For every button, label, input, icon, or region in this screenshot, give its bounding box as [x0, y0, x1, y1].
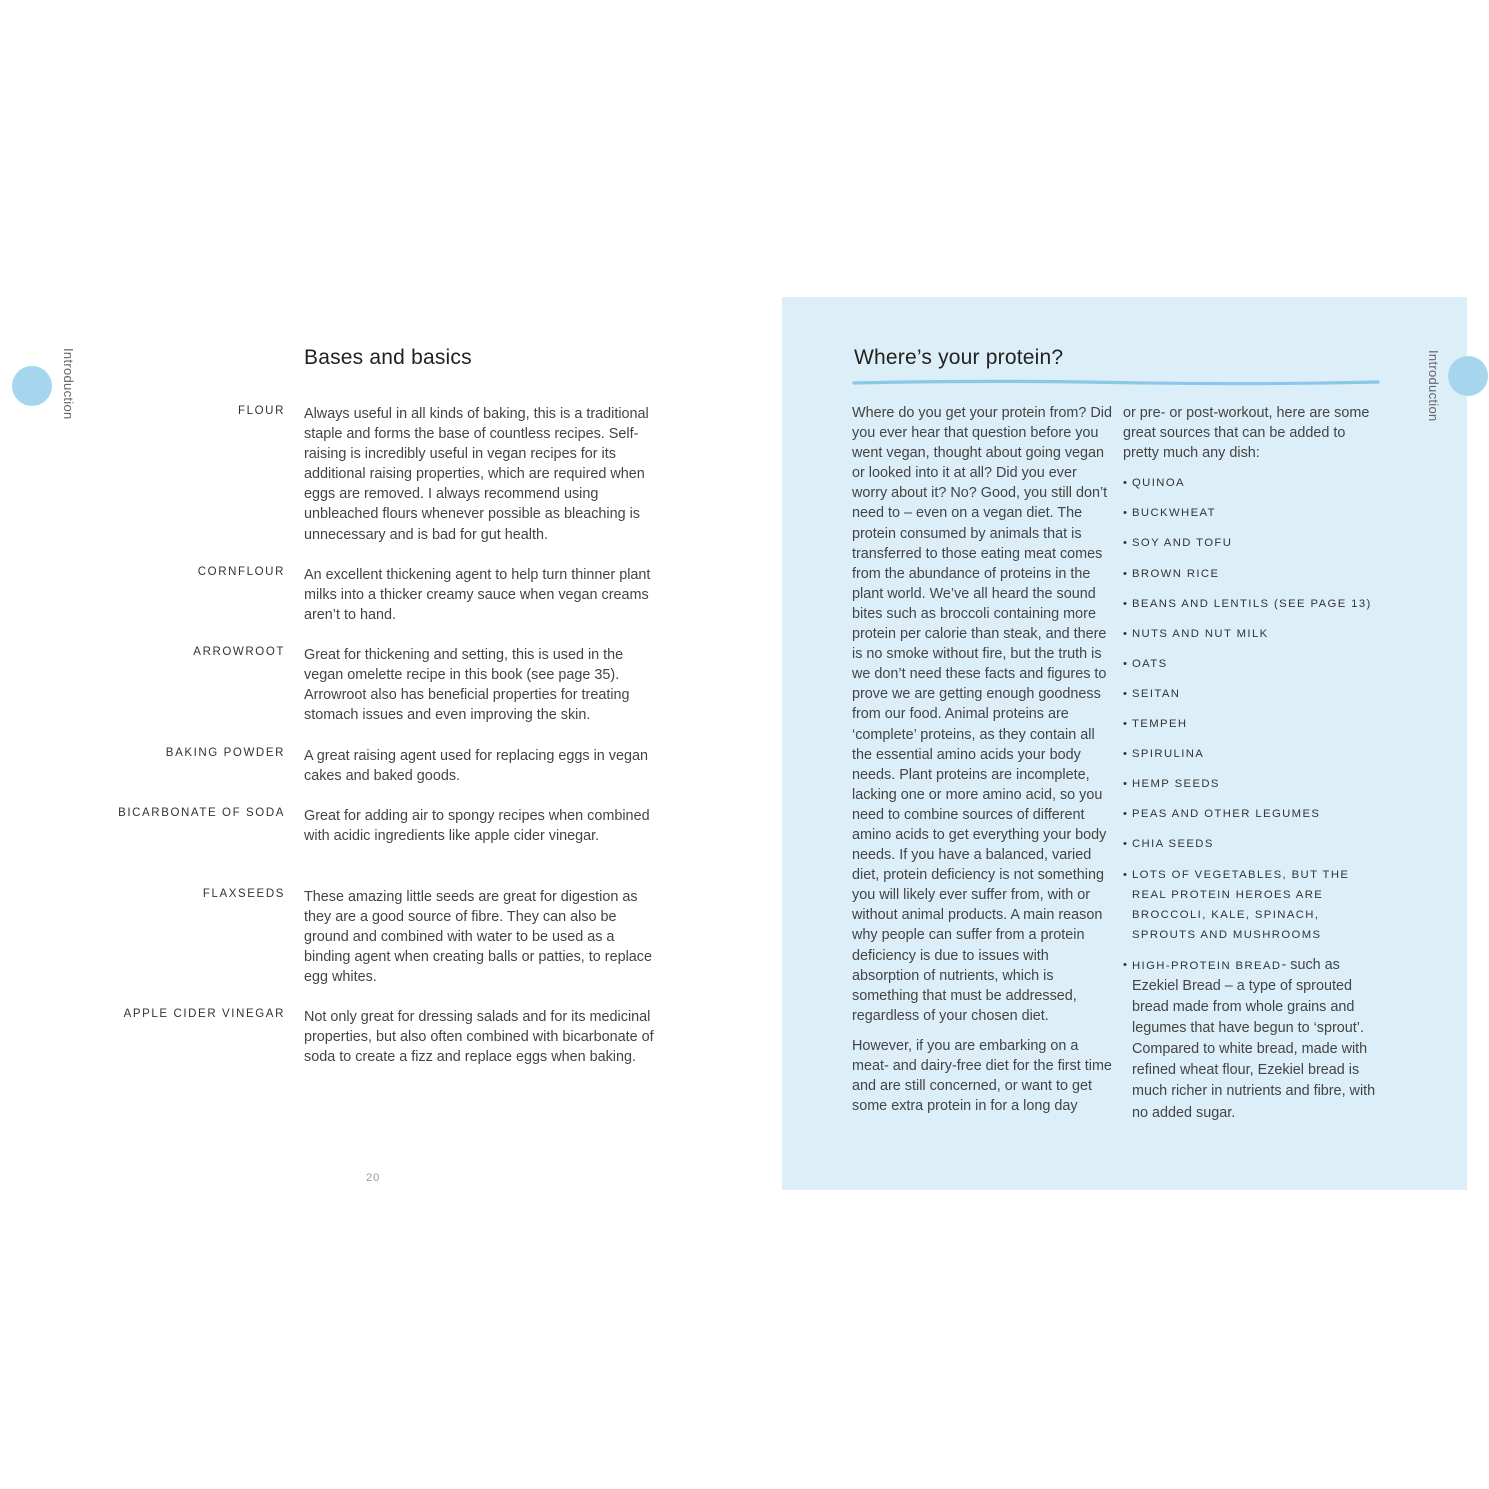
list-item: • PEAS AND OTHER LEGUMES	[1123, 804, 1385, 824]
list-item: • QUINOA	[1123, 473, 1385, 493]
left-page-title: Bases and basics	[304, 346, 472, 369]
glossary-term: FLAXSEEDS	[202, 888, 285, 900]
glossary-definition: Great for thickening and setting, this is used in the vegan omelette recipe in this book (see page 35). Arrowroot also has beneficial properties for treating stomach issues and even improving the skin.	[304, 647, 630, 724]
glossary-definition: Always useful in all kinds of baking, this is a traditional staple and forms the base of countless recipes. Self-raising is incredibly useful in vegan recipes for its additional raising properties, which are required when eggs are removed. I always recommend using unbleached flours whenever possible as bleaching is unnecessary and is bad for gut health.	[304, 406, 649, 543]
glossary-term: ARROWROOT	[193, 646, 285, 658]
protein-paragraph: Where do you get your protein from? Did you ever hear that question before you went vegan, thought about going vegan or looked into it at all? Did you ever worry about it? No? Good, you still don’t need to – even on a vegan diet. The protein consumed by animals that is transferred to those eating meat comes from the abundance of proteins in the plant world. We’ve all heard the sound bites such as broccoli containing more protein per calorie than steak, and there is no smoke without fire, but the truth is we don’t need these facts and figures to prove we are getting enough goodness from our food. Animal proteins are ‘complete’ proteins, as they contain all the essential amino acids your body needs. Plant proteins are incomplete, lacking one or more amino acid, so you need to combine sources of different amino acids to get everything your body needs. If you have a balanced, varied diet, protein deficiency is not something you will likely ever suffer from, with or without animal products. A main reason why people can suffer from a protein deficiency is due to issues with absorption of nutrients, which is something that must be addressed, regardless of your chosen diet.	[852, 405, 1112, 1024]
list-item: • NUTS AND NUT MILK	[1123, 624, 1385, 644]
section-tab-circle-left	[12, 366, 52, 406]
list-item: • BEANS AND LENTILS (SEE PAGE 13)	[1123, 594, 1385, 614]
section-label-left: Introduction	[61, 348, 76, 420]
glossary-definition: Great for adding air to spongy recipes when combined with acidic ingredients like apple cider vinegar.	[304, 808, 650, 845]
list-item: • LOTS OF VEGETABLES, BUT THE REAL PROTEIN HEROES ARE BROCCOLI, KALE, SPINACH, SPROUTS AND MUSHROOMS	[1123, 865, 1385, 945]
list-item-bread	[1123, 955, 1385, 1124]
protein-paragraph: or pre- or post-workout, here are some great sources that can be added to pretty much any dish:	[1123, 405, 1370, 462]
protein-text-column-right	[1123, 403, 1385, 1124]
list-item: • CHIA SEEDS	[1123, 834, 1385, 854]
right-page-title: Where’s your protein?	[854, 346, 1064, 369]
protein-text-column-left	[852, 403, 1114, 1116]
bread-item-description: - such as Ezekiel Bread – a type of sprouted bread made from whole grains and legumes that have begun to ‘sprout’. Compared to white bread, made with refined wheat flour, Ezekiel bread is much richer in nutrients and fibre, with no added sugar.	[1132, 956, 1376, 1121]
page-number: 20	[366, 1172, 381, 1184]
list-item: • HEMP SEEDS	[1123, 774, 1385, 794]
list-item: • SEITAN	[1123, 684, 1385, 704]
glossary-term: CORNFLOUR	[197, 566, 285, 578]
glossary-term: BAKING POWDER	[165, 747, 285, 759]
list-item: • BUCKWHEAT	[1123, 503, 1385, 523]
glossary-term: FLOUR	[238, 405, 285, 417]
protein-sources-list	[1123, 473, 1385, 1123]
glossary-term: APPLE CIDER VINEGAR	[123, 1008, 285, 1020]
list-item: • TEMPEH	[1123, 714, 1385, 734]
list-item: • BROWN RICE	[1123, 564, 1385, 584]
list-item: • OATS	[1123, 654, 1385, 674]
list-item: • SPIRULINA	[1123, 744, 1385, 764]
glossary-definition: These amazing little seeds are great for digestion as they are a good source of fibre. They can also be ground and combined with water to be used as a binding agent when creating balls or patties, to replace egg whites.	[304, 889, 652, 986]
bread-item-lead: HIGH-PROTEIN BREAD	[1132, 959, 1282, 972]
glossary-term: BICARBONATE OF SODA	[118, 807, 285, 819]
section-label-right: Introduction	[1426, 350, 1441, 422]
title-underline-stroke	[852, 378, 1380, 388]
glossary-definition: Not only great for dressing salads and for its medicinal properties, but also often combined with bicarbonate of soda to create a fizz and replace eggs when baking.	[304, 1009, 654, 1066]
protein-paragraph: However, if you are embarking on a meat- and dairy-free diet for the first time and are still concerned, or want to get some extra protein in for a long day	[852, 1037, 1112, 1115]
section-tab-circle-right	[1448, 356, 1488, 396]
glossary-definition: An excellent thickening agent to help turn thinner plant milks into a thicker creamy sauce when vegan creams aren’t to hand.	[304, 567, 651, 624]
list-item: • SOY AND TOFU	[1123, 533, 1385, 553]
glossary-definition: A great raising agent used for replacing eggs in vegan cakes and baked goods.	[304, 748, 649, 785]
